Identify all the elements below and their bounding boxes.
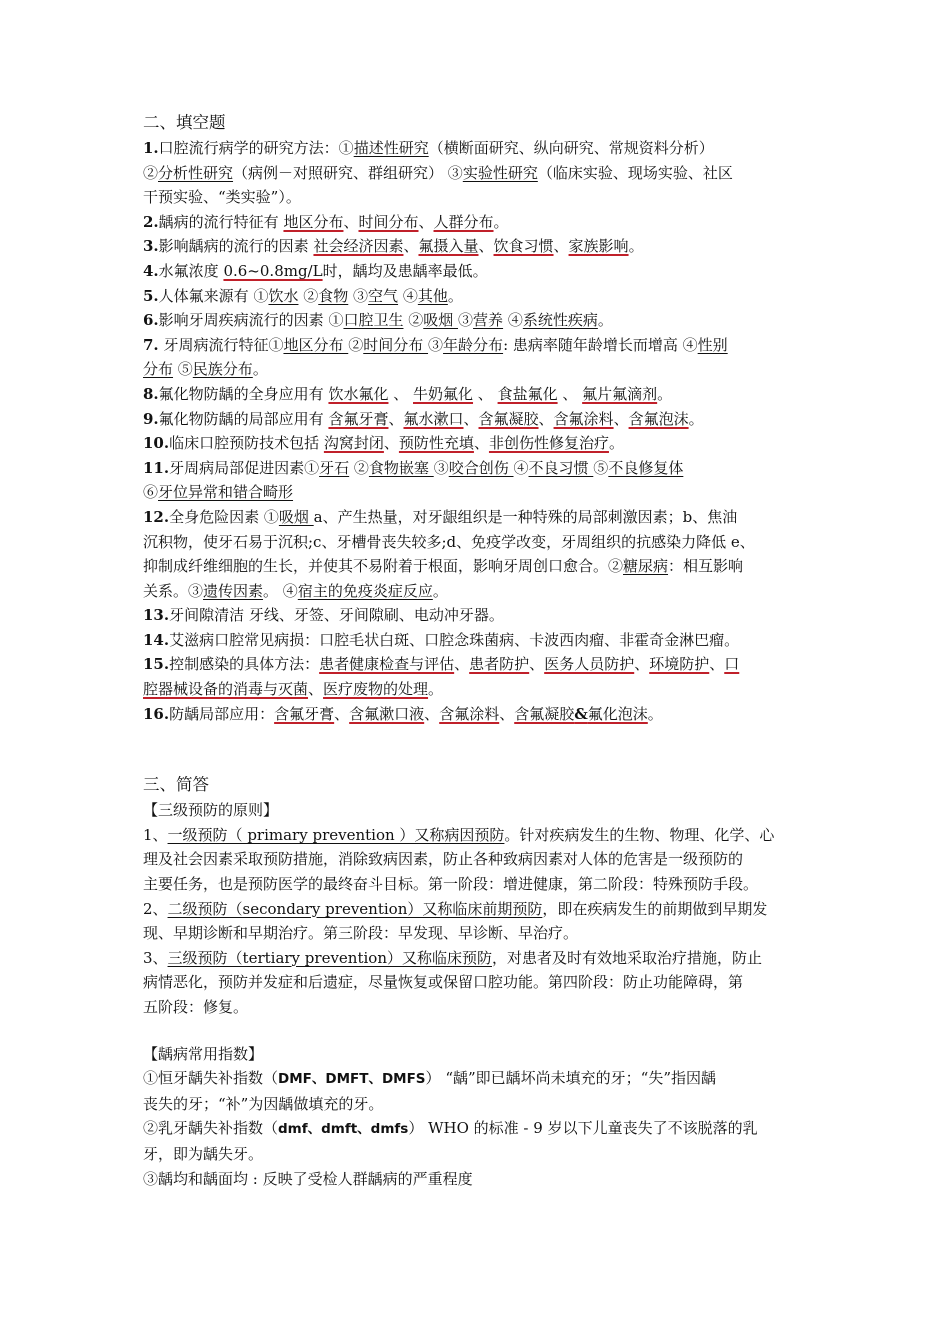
- question-12-line-1: 12.全身危险因素 ①吸烟 a、产生热量，对牙龈组织是一种特殊的局部刺激因素；b、焦油: [143, 507, 738, 526]
- question-5: 5.人体氟来源有 ①饮水 ②食物 ③空气 ④其他。: [143, 286, 463, 305]
- question-8: 8.氟化物防龋的全身应用有 饮水氟化 、 牛奶氟化 、 食盐氟化 、 氟片氟滴剂。: [143, 384, 673, 403]
- question-7-line-1: 7. 牙周病流行特征①地区分布 ②时间分布 ③年龄分布: 患病率随年龄增长而增高 ④性别: [143, 335, 728, 354]
- question-3: 3.影响龋病的流行的因素 社会经济因素、氟摄入量、饮食习惯、家族影响。: [143, 237, 644, 256]
- question-9: 9.氟化物防龋的局部应用有 含氟牙膏、氟水漱口、含氟凝胶、含氟涂料、含氟泡沫。: [143, 409, 704, 428]
- subsection-spacer: [143, 1020, 811, 1042]
- question-1-line-3: 干预实验、“类实验”）。: [143, 188, 301, 207]
- caries-index-1-line-1: ①恒牙龋失补指数（DMF、DMFT、DMFS） “龋”即已龋坏尚未填充的牙；“失”指因龋: [143, 1069, 716, 1088]
- caries-index-1-line-2: 丧失的牙；“补”为因龋做填充的牙。: [143, 1094, 384, 1113]
- prevention-2-line-2: 现、早期诊断和早期治疗。第三阶段：早发现、早诊断、早治疗。: [143, 924, 579, 943]
- question-1-line-2: ②分析性研究（病例－对照研究、群组研究） ③实验性研究（临床实验、现场实验、社区: [143, 163, 733, 182]
- question-15-line-2: 腔器械设备的消毒与灭菌、医疗废物的处理。: [143, 680, 444, 699]
- question-15-line-1: 15.控制感染的具体方法：患者健康检查与评估、患者防护、医务人员防护、环境防护、口: [143, 655, 740, 674]
- section-title-short-answer: 三、简答: [143, 775, 209, 795]
- question-6: 6.影响牙周疾病流行的因素 ①口腔卫生 ②吸烟 ③营养 ④系统性疾病。: [143, 311, 613, 330]
- question-12-line-3: 抑制成纤维细胞的生长，并使其不易附着于根面，影响牙周创口愈合。②糖尿病：相互影响: [143, 557, 744, 576]
- question-13: 13.牙间隙清洁 牙线、牙签、牙间隙刷、电动冲牙器。: [143, 606, 504, 625]
- section-spacer: [143, 726, 811, 772]
- prevention-1-line-2: 理及社会因素采取预防措施，消除致病因素，防止各种致病因素对人体的危害是一级预防的: [143, 850, 744, 869]
- prevention-1-line-3: 主要任务，也是预防医学的最终奋斗目标。第一阶段：增进健康，第二阶段：特殊预防手段。: [143, 875, 759, 894]
- question-2: 2.龋病的流行特征有 地区分布、时间分布、人群分布。: [143, 212, 509, 231]
- section-title-fill-in: 二、填空题: [143, 113, 226, 132]
- caries-index-2-line-1: ②乳牙龋失补指数（dmf、dmft、dmfs） WHO 的标准 - 9 岁以下儿童丧失了不该脱落的乳: [143, 1119, 758, 1138]
- prevention-3-line-1: 3、三级预防（tertiary prevention）又称临床预防，对患者及时有效地采取治疗措施，防止: [143, 948, 762, 967]
- question-4: 4.水氟浓度 0.6~0.8mg/L时，龋均及患龋率最低。: [143, 261, 488, 280]
- question-12-line-4: 关系。③遗传因素。 ④宿主的免疫炎症反应。: [143, 581, 448, 600]
- subsection-title-three-level-prevention: 【三级预防的原则】: [143, 801, 279, 820]
- question-11-line-2: ⑥牙位异常和错合畸形: [143, 483, 294, 502]
- document-content: [143, 110, 811, 1191]
- question-7-line-2: 分布 ⑤民族分布。: [143, 360, 268, 379]
- question-10: 10.临床口腔预防技术包括 沟窝封闭、预防性充填、非创伤性修复治疗。: [143, 434, 624, 453]
- prevention-3-line-3: 五阶段：修复。: [143, 998, 249, 1016]
- question-16: 16.防龋局部应用：含氟牙膏、含氟漱口液、含氟涂料、含氟凝胶&氟化泡沫。: [143, 704, 663, 723]
- subsection-title-caries-index: 【龋病常用指数】: [143, 1044, 264, 1063]
- caries-index-2-line-2: 牙，即为龋失牙。: [143, 1144, 264, 1163]
- prevention-1-line-1: 1、一级预防（ primary prevention ）又称病因预防。针对疾病发生的生物、物理、化学、心: [143, 825, 775, 844]
- caries-index-3: ③龋均和龋面均 : 反映了受检人群龋病的严重程度: [143, 1169, 473, 1188]
- question-11-line-1: 11.牙周病局部促进因素①牙石 ②食物嵌塞 ③咬合创伤 ④不良习惯 ⑤不良修复体: [143, 458, 684, 477]
- question-1-line-1: 1.口腔流行病学的研究方法：①描述性研究（横断面研究、纵向研究、常规资料分析）: [143, 139, 714, 157]
- question-12-line-2: 沉积物，使牙石易于沉积;c、牙槽骨丧失较多;d、免疫学改变，牙周组织的抗感染力降低 e、: [143, 532, 755, 551]
- prevention-3-line-2: 病情恶化，预防并发症和后遗症，尽量恢复或保留口腔功能。第四阶段：防止功能障碍，第: [143, 973, 744, 992]
- prevention-2-line-1: 2、二级预防（secondary prevention）又称临床前期预防，即在疾病发生的前期做到早期发: [143, 899, 768, 918]
- question-14: 14.艾滋病口腔常见病损：口腔毛状白斑、口腔念珠菌病、卡波西肉瘤、非霍奇金淋巴瘤。: [143, 630, 740, 649]
